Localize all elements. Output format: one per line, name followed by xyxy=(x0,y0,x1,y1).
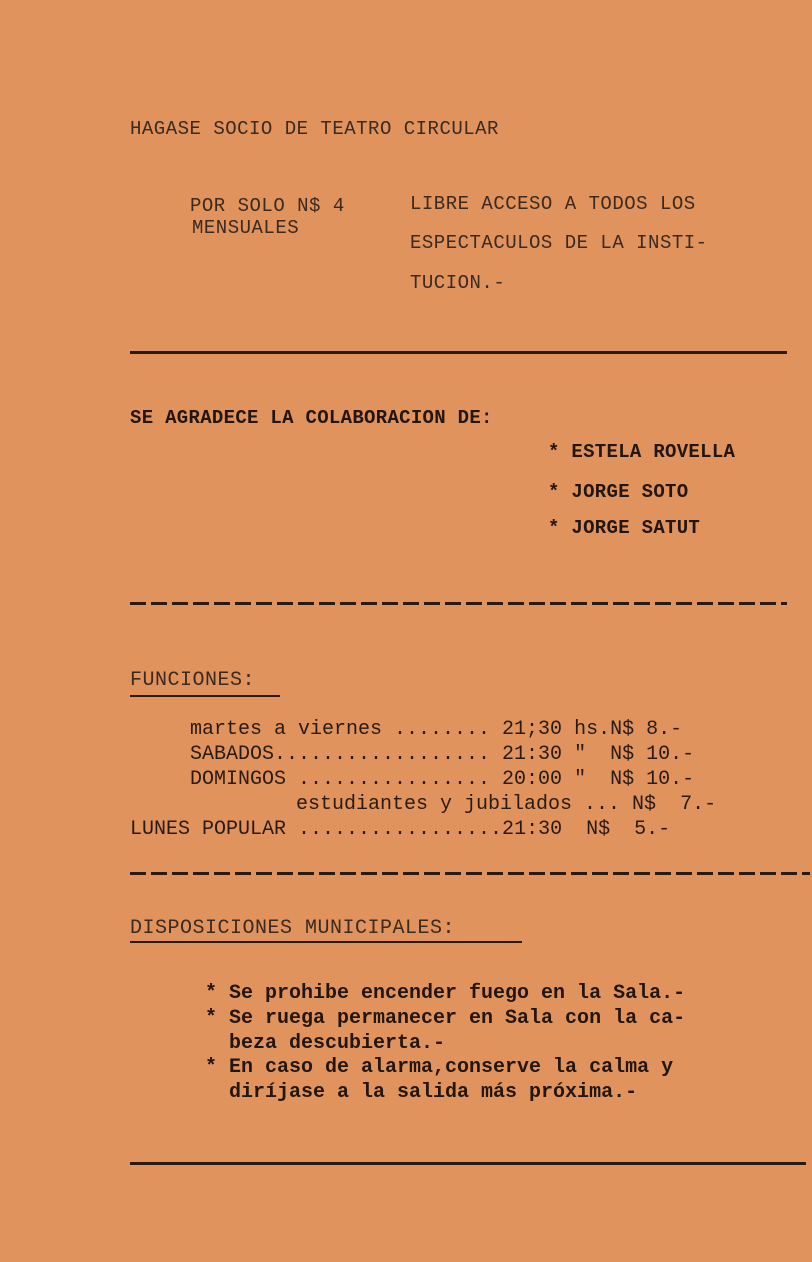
divider-solid-2 xyxy=(130,1162,806,1165)
credit-name: * ESTELA ROVELLA xyxy=(548,441,736,463)
rule-item: * En caso de alarma,conserve la calma y xyxy=(205,1056,674,1079)
benefit-line-2: ESPECTACULOS DE LA INSTI- xyxy=(410,232,708,254)
rule-item: * Se prohibe encender fuego en la Sala.- xyxy=(205,982,686,1005)
price-line-2: MENSUALES xyxy=(192,217,300,239)
schedule-row: SABADOS.................. 21:30 " N$ 10.- xyxy=(190,743,695,766)
credit-name: * JORGE SATUT xyxy=(548,517,701,539)
benefit-line-3: TUCION.- xyxy=(410,272,506,294)
funciones-heading: FUNCIONES: xyxy=(130,669,256,692)
schedule-row: martes a viernes ........ 21;30 hs.N$ 8.- xyxy=(190,718,683,741)
disposiciones-underline xyxy=(130,941,522,943)
credit-name: * JORGE SOTO xyxy=(548,481,689,503)
funciones-underline xyxy=(130,695,280,697)
schedule-row: estudiantes y jubilados ... N$ 7.- xyxy=(296,793,717,816)
disposiciones-heading: DISPOSICIONES MUNICIPALES: xyxy=(130,917,456,940)
membership-title: HAGASE SOCIO DE TEATRO CIRCULAR xyxy=(130,118,499,140)
divider-solid-1 xyxy=(130,351,787,354)
schedule-row: DOMINGOS ................ 20:00 " N$ 10.- xyxy=(190,768,695,791)
benefit-line-1: LIBRE ACCESO A TODOS LOS xyxy=(410,193,696,215)
rule-item: diríjase a la salida más próxima.- xyxy=(205,1081,638,1104)
rule-item: beza descubierta.- xyxy=(205,1032,446,1055)
credits-heading: SE AGRADECE LA COLABORACION DE: xyxy=(130,407,493,429)
divider-dashed-1 xyxy=(130,602,787,605)
divider-dashed-2 xyxy=(130,872,810,875)
rule-item: * Se ruega permanecer en Sala con la ca- xyxy=(205,1007,686,1030)
price-line-1: POR SOLO N$ 4 xyxy=(190,195,345,217)
schedule-row: LUNES POPULAR .................21:30 N$ 5.- xyxy=(130,818,671,841)
